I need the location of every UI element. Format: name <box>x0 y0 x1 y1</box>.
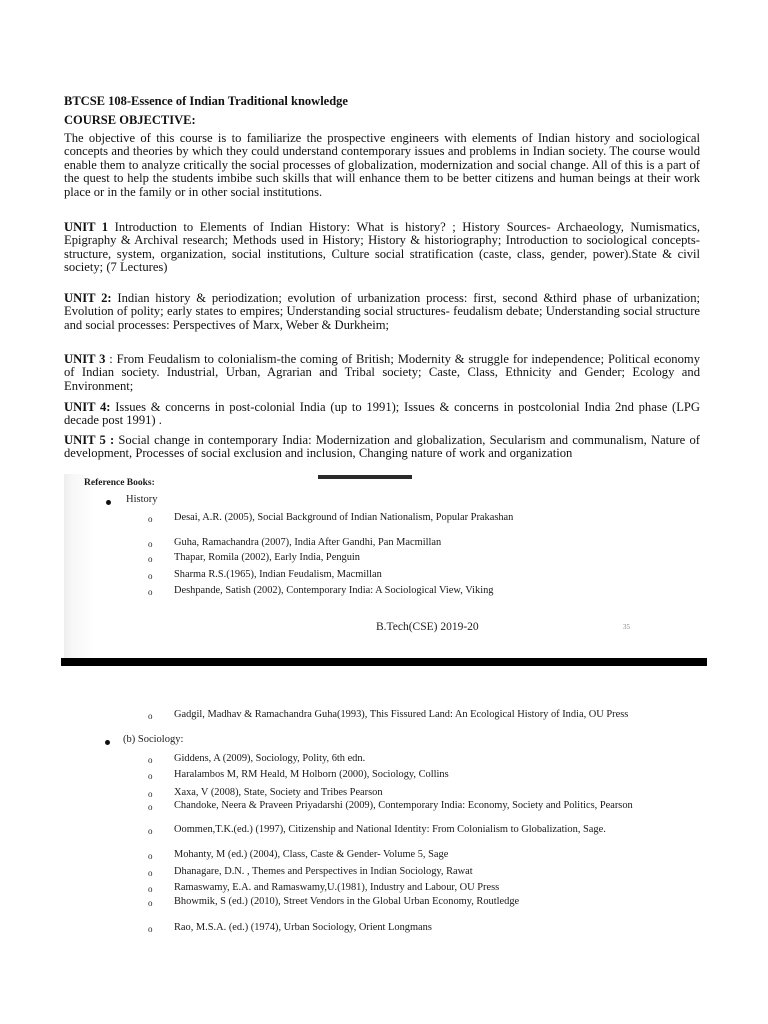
page-separator <box>61 658 707 666</box>
reference-item: Deshpande, Satish (2002), Contemporary India: A Sociological View, Viking <box>174 585 494 596</box>
bullet-dot-icon <box>105 740 110 745</box>
reference-item: Sharma R.S.(1965), Indian Feudalism, Macmillan <box>174 569 382 580</box>
circle-bullet-icon: o <box>148 898 153 908</box>
unit-2 <box>64 292 700 332</box>
unit-2-text: Indian history & periodization; evolution of urbanization process: first, second &third phase of urbanization; Evolution of polity; early states to empires; Understanding social structures- feudalism debate; Understanding social structure and social processes: Perspectives of Marx, Weber & Durkheim; <box>64 291 701 332</box>
sociology-label: (b) Sociology: <box>123 734 184 745</box>
circle-bullet-icon: o <box>148 771 153 781</box>
circle-bullet-icon: o <box>148 514 153 524</box>
reference-item: Ramaswamy, E.A. and Ramaswamy,U.(1981), Industry and Labour, OU Press <box>174 882 500 893</box>
circle-bullet-icon: o <box>148 755 153 765</box>
unit-3-label: UNIT 3 <box>64 352 106 366</box>
reference-item: Dhanagare, D.N. , Themes and Perspectives in Indian Sociology, Rawat <box>174 866 473 877</box>
bullet-dot-icon <box>106 500 111 505</box>
reference-item: Giddens, A (2009), Sociology, Polity, 6th edn. <box>174 753 366 764</box>
unit-1 <box>64 221 700 275</box>
circle-bullet-icon: o <box>148 802 153 812</box>
unit-4-text: Issues & concerns in post-colonial India (up to 1991); Issues & concerns in postcolonial India 2nd phase (LPG decade post 1991) . <box>64 400 701 428</box>
circle-bullet-icon: o <box>148 826 153 836</box>
unit-4-label: UNIT 4: <box>64 400 111 414</box>
page-footer: B.Tech(CSE) 2019-20 <box>376 621 479 633</box>
page-edge-bar <box>318 475 412 479</box>
circle-bullet-icon: o <box>148 851 153 861</box>
circle-bullet-icon: o <box>148 587 153 597</box>
unit-4 <box>64 401 700 428</box>
unit-3 <box>64 353 700 393</box>
reference-item: Xaxa, V (2008), State, Society and Tribes Pearson <box>174 787 383 798</box>
unit-2-label: UNIT 2: <box>64 291 112 305</box>
unit-1-label: UNIT 1 <box>64 220 109 234</box>
circle-bullet-icon: o <box>148 789 153 799</box>
reference-item: Mohanty, M (ed.) (2004), Class, Caste & Gender- Volume 5, Sage <box>174 849 449 860</box>
reference-item: Oommen,T.K.(ed.) (1997), Citizenship and National Identity: From Colonialism to Globalization, Sage. <box>174 824 606 835</box>
reference-item: Guha, Ramachandra (2007), India After Gandhi, Pan Macmillan <box>174 537 442 548</box>
reference-item: Chandoke, Neera & Praveen Priyadarshi (2009), Contemporary India: Economy, Society and Politics, Pearson <box>174 800 633 811</box>
circle-bullet-icon: o <box>148 711 153 721</box>
unit-5-text: Social change in contemporary India: Modernization and globalization, Secularism and communalism, Nature of development, Processes of social exclusion and inclusion, Changing nature of work and organization <box>64 433 700 461</box>
reference-item: Rao, M.S.A. (ed.) (1974), Urban Sociology, Orient Longmans <box>174 922 432 933</box>
reference-item: Gadgil, Madhav & Ramachandra Guha(1993), This Fissured Land: An Ecological History of India, OU Press <box>174 709 629 720</box>
circle-bullet-icon: o <box>148 571 153 581</box>
history-label: History <box>126 494 158 505</box>
reference-item: Haralambos M, RM Heald, M Holborn (2000), Sociology, Collins <box>174 769 449 780</box>
reference-item: Thapar, Romila (2002), Early India, Penguin <box>174 552 360 563</box>
reference-books-heading: Reference Books: <box>84 478 155 488</box>
circle-bullet-icon: o <box>148 884 153 894</box>
circle-bullet-icon: o <box>148 924 153 934</box>
unit-5 <box>64 434 700 461</box>
document-title: BTCSE 108-Essence of Indian Traditional knowledge <box>64 94 348 108</box>
unit-3-text: : From Feudalism to colonialism-the coming of British; Modernity & struggle for independence; Political economy of Indian society. Industrial, Urban, Agrarian and Tribal society; Caste, Class, Ethnicity and Gender; Ecology and Environment; <box>64 352 700 393</box>
course-objective-heading: COURSE OBJECTIVE: <box>64 113 196 127</box>
course-objective-text: The objective of this course is to familiarize the prospective engineers with elements of Indian history and sociological concepts and theories by which they could understand contemporary issues and problems in Indian society. The course would enable them to analyze critically the social processes of globalization, modernization and social change. All of this is a part of the quest to help the students imbibe such skills that will enhance them to be better citizens and human beings at their work place or in the family or in other social institutions. <box>64 131 700 199</box>
page-number: 35 <box>623 623 630 631</box>
unit-1-text: Introduction to Elements of Indian History: What is history? ; History Sources- Archaeology, Numismatics, Epigraphy & Archival research; Methods used in History; History & historiography; Introduction to sociological concepts-structure, system, organization, social institutions, Culture social stratification (caste, class, gender, power).State & civil society; (7 Lectures) <box>64 220 700 275</box>
unit-5-label: UNIT 5 : <box>64 433 115 447</box>
circle-bullet-icon: o <box>148 554 153 564</box>
reference-item: Bhowmik, S (ed.) (2010), Street Vendors in the Global Urban Economy, Routledge <box>174 896 520 907</box>
circle-bullet-icon: o <box>148 539 153 549</box>
circle-bullet-icon: o <box>148 868 153 878</box>
reference-item: Desai, A.R. (2005), Social Background of Indian Nationalism, Popular Prakashan <box>174 512 514 523</box>
